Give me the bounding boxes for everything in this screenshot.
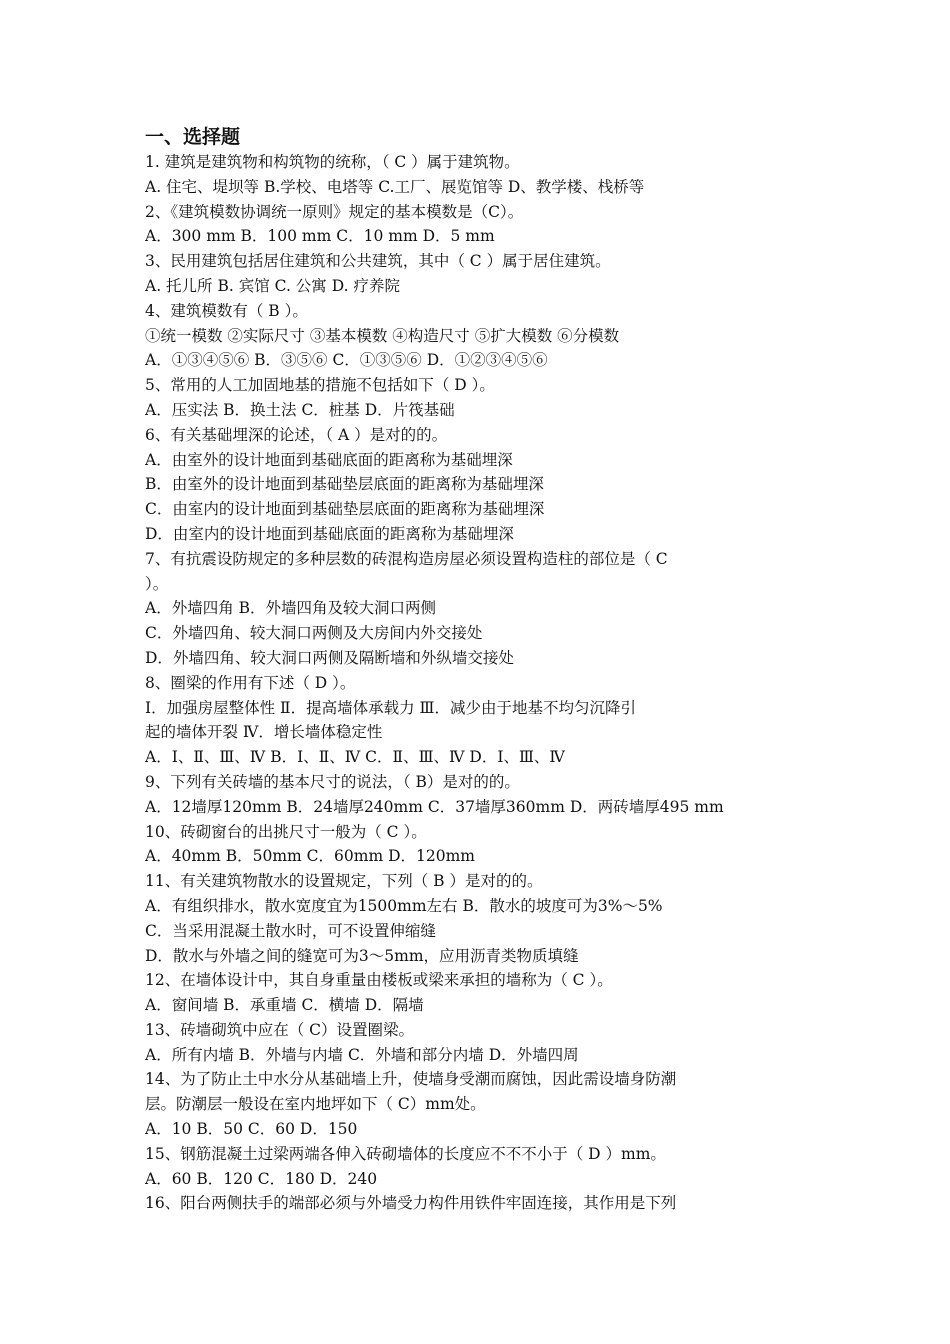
text-line: 6、有关基础埋深的论述，（ A ）是对的的。 [145,425,448,444]
text-line: B．由室外的设计地面到基础垫层底面的距离称为基础埋深 [145,475,544,494]
text-line: D．由室内的设计地面到基础底面的距离称为基础埋深 [145,524,514,543]
text-line: 3、民用建筑包括居住建筑和公共建筑，其中（ C ）属于居住建筑。 [145,252,611,271]
text-line: 12、在墙体设计中，其自身重量由楼板或梁来承担的墙称为（ C ）。 [145,971,613,990]
text-line: A．60 B．120 C．180 D．240 [145,1169,378,1188]
text-line: 起的墙体开裂 Ⅳ．增长墙体稳定性 [145,723,383,742]
text-line: A．12墙厚120mm B．24墙厚240mm C．37墙厚360mm D．两砖墙厚495 mm [145,797,724,816]
text-line: 1. 建筑是建筑物和构筑物的统称，（ C ）属于建筑物。 [145,153,520,171]
text-line: 16、阳台两侧扶手的端部必须与外墙受力构件用铁件牢固连接，其作用是下列 [145,1194,677,1213]
text-line: 7、有抗震设防规定的多种层数的砖混构造房屋必须设置构造柱的部位是（ C [145,549,668,568]
text-line: C．由室内的设计地面到基础垫层底面的距离称为基础埋深 [145,500,545,519]
text-line: A．窗间墙 B．承重墙 C．横墙 D．隔墙 [145,996,424,1015]
document-body [145,124,810,1216]
text-line: 13、砖墙砌筑中应在（ C）设置圈梁。 [145,1020,415,1039]
text-line: A．有组织排水，散水宽度宜为1500mm左右 B．散水的坡度可为3%～5% [145,896,663,915]
text-line: C．当采用混凝土散水时，可不设置伸缩缝 [145,921,436,940]
text-line: 4、建筑模数有（ B ）。 [145,301,308,320]
text-line: ）。 [145,574,169,593]
text-line: A．①③④⑤⑥ B．③⑤⑥ C．①③⑤⑥ D．①②③④⑤⑥ [145,351,548,370]
text-line: A．外墙四角 B．外墙四角及较大洞口两侧 [145,599,437,618]
text-line: 层。防潮层一般设在室内地坪如下（ C）mm处。 [145,1095,486,1114]
text-line: 8、圈梁的作用有下述（ D ）。 [145,673,356,692]
text-line: 11、有关建筑物散水的设置规定，下列（ B ）是对的的。 [145,872,543,891]
text-line: 14、为了防止土中水分从基础墙上升，使墙身受潮而腐蚀，因此需设墙身防潮 [145,1070,677,1089]
text-line: Ⅰ．加强房屋整体性 Ⅱ．提高墙体承载力 Ⅲ．减少由于地基不均匀沉降引 [145,698,636,717]
text-line: 2、《建筑模数协调统一原则》规定的基本模数是（C）。 [145,202,524,221]
section-title: 一、选择题 [145,126,241,148]
text-line: A．由室外的设计地面到基础底面的距离称为基础埋深 [145,450,513,469]
text-line: A．10 B．50 C．60 D．150 [145,1120,358,1139]
text-line: 15、钢筋混凝土过梁两端各伸入砖砌墙体的长度应不不不小于（ D ）mm。 [145,1144,666,1163]
text-line: A．所有内墙 B．外墙与内墙 C．外墙和部分内墙 D．外墙四周 [145,1045,579,1064]
text-line: D．散水与外墙之间的缝宽可为3～5mm，应用沥青类物质填缝 [145,946,579,965]
question-list [145,150,810,1216]
text-line: D．外墙四角、较大洞口两侧及隔断墙和外纵墙交接处 [145,648,514,667]
text-line: 10、砖砌窗台的出挑尺寸一般为（ C ）。 [145,822,427,841]
text-line: A. 托儿所 B. 宾馆 C. 公寓 D. 疗养院 [145,276,400,295]
text-line: ①统一模数 ②实际尺寸 ③基本模数 ④构造尺寸 ⑤扩大模数 ⑥分模数 [145,326,620,345]
text-line: 9、下列有关砖墙的基本尺寸的说法，（ B）是对的的。 [145,772,520,791]
text-line: 5、常用的人工加固地基的措施不包括如下（ D ）。 [145,376,495,395]
text-line: A．Ⅰ、Ⅱ、Ⅲ、Ⅳ B．Ⅰ、Ⅱ、Ⅳ C．Ⅱ、Ⅲ、Ⅳ D．Ⅰ、Ⅲ、Ⅳ [145,748,565,767]
text-line: A．40mm B．50mm C．60mm D．120mm [145,847,475,866]
text-line: A．压实法 B．换土法 C．桩基 D．片筏基础 [145,400,455,419]
text-line: C．外墙四角、较大洞口两侧及大房间内外交接处 [145,624,483,643]
text-line: A. 住宅、堤坝等 B.学校、电塔等 C.工厂、展览馆等 D、教学楼、栈桥等 [145,177,645,196]
text-line: A．300 mm B．100 mm C．10 mm D．5 mm [145,227,495,246]
